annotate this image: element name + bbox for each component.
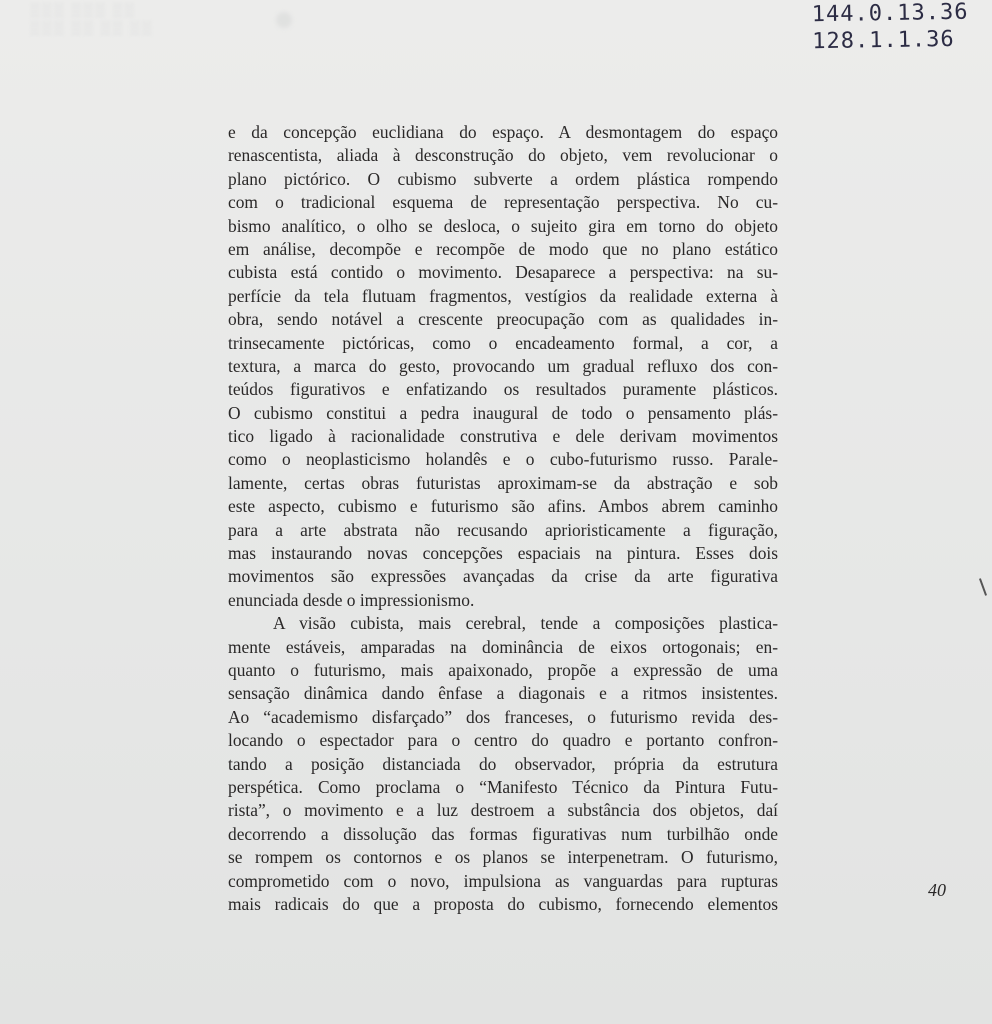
catalog-number-line: 144.0.13.36 <box>811 0 969 28</box>
margin-mark <box>979 578 987 596</box>
text-line: plano pictórico. O cubismo subverte a ordem plástica rompendo <box>228 168 778 189</box>
text-line: tico ligado à racionalidade construtiva e dele derivam movimentos <box>228 426 778 447</box>
text-line: textura, a marca do gesto, provocando um gradual refluxo dos con- <box>228 355 778 376</box>
text-line: A visão cubista, mais cerebral, tende a composições plastica- <box>273 613 778 634</box>
text-line: rista”, o movimento e a luz destroem a substância dos objetos, daí <box>228 800 778 821</box>
text-line: perfície da tela flutuam fragmentos, vestígios da realidade externa à <box>228 285 778 306</box>
catalog-number-line: 128.1.1.36 <box>812 26 955 55</box>
text-line: renascentista, aliada à desconstrução do objeto, vem revolucionar o <box>228 145 778 166</box>
paragraph <box>228 612 778 916</box>
text-line: e da concepção euclidiana do espaço. A desmontagem do espaço <box>228 122 778 142</box>
show-through-text: ▒▒▒ ▒▒▒ ▒▒ ▒▒▒ ▒▒ ▒▒ ▒▒ <box>30 3 154 36</box>
paragraph <box>228 121 778 612</box>
text-line: lamente, certas obras futuristas aproximam-se da abstração e sob <box>228 472 778 493</box>
text-line: como o neoplasticismo holandês e o cubo-futurismo russo. Parale- <box>228 449 778 470</box>
text-line: cubista está contido o movimento. Desaparece a perspectiva: na su- <box>228 262 778 283</box>
text-line: Ao “academismo disfarçado” dos franceses, o futurismo revida des- <box>228 706 778 727</box>
text-line: enunciada desde o impressionismo. <box>228 589 475 610</box>
text-line: mais radicais do que a proposta do cubismo, fornecendo elementos <box>228 893 778 914</box>
text-line: em análise, decompõe e recompõe de modo que no plano estático <box>228 238 778 259</box>
show-through-mark <box>276 12 292 28</box>
text-line: decorrendo a dissolução das formas figurativas num turbilhão onde <box>228 823 778 844</box>
text-line: bismo analítico, o olho se desloca, o sujeito gira em torno do objeto <box>228 215 778 236</box>
text-line: mente estáveis, amparadas na dominância de eixos ortogonais; en- <box>228 636 778 657</box>
text-line: quanto o futurismo, mais apaixonado, propõe a expressão de uma <box>228 659 778 680</box>
text-line: com o tradicional esquema de representação perspectiva. No cu- <box>228 192 778 213</box>
text-line: tando a posição distanciada do observador, própria da estrutura <box>228 753 778 774</box>
text-line: locando o espectador para o centro do quadro e portanto confron- <box>228 730 778 751</box>
text-line: se rompem os contornos e os planos se interpenetram. O futurismo, <box>228 847 778 868</box>
text-line: trinsecamente pictóricas, como o encadeamento formal, a cor, a <box>228 332 778 353</box>
text-line: O cubismo constitui a pedra inaugural de todo o pensamento plás- <box>228 402 778 423</box>
page-number: 40 <box>928 880 946 900</box>
text-line: sensação dinâmica dando ênfase a diagonais e a ritmos insistentes. <box>228 683 778 704</box>
text-line: mas instaurando novas concepções espaciais na pintura. Esses dois <box>228 543 778 564</box>
text-line: este aspecto, cubismo e futurismo são afins. Ambos abrem caminho <box>228 496 778 517</box>
text-line: perspética. Como proclama o “Manifesto Técnico da Pintura Futu- <box>228 776 778 797</box>
handwritten-catalog-number <box>811 0 969 55</box>
text-line: movimentos são expressões avançadas da crise da arte figurativa <box>228 566 778 587</box>
text-line: comprometido com o novo, impulsiona as vanguardas para rupturas <box>228 870 778 891</box>
body-text <box>228 121 778 916</box>
text-line: obra, sendo notável a crescente preocupação com as qualidades in- <box>228 309 778 330</box>
text-line: para a arte abstrata não recusando aprioristicamente a figuração, <box>228 519 778 540</box>
text-line: teúdos figurativos e enfatizando os resultados puramente plásticos. <box>228 379 778 400</box>
